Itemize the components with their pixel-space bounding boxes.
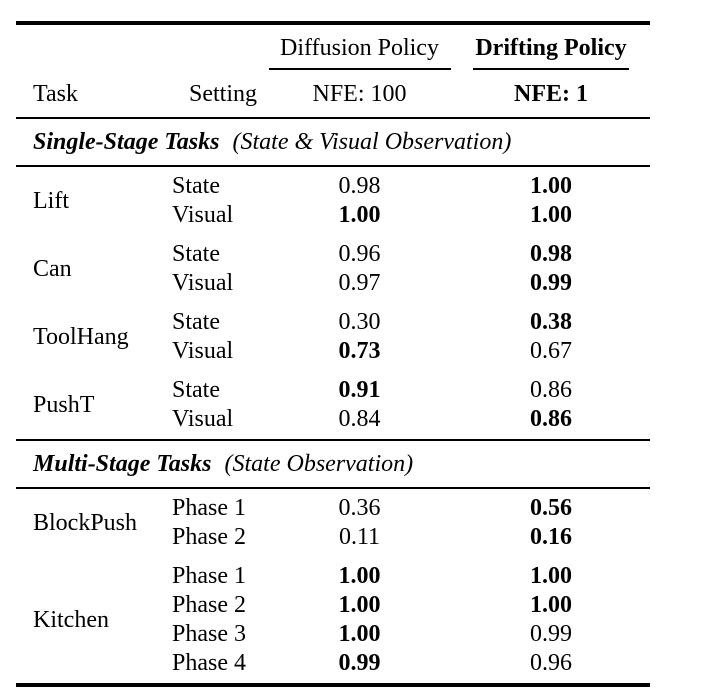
section-heading-multi-stage xyxy=(16,441,650,487)
drifting-value: 0.38 xyxy=(530,309,572,335)
diffusion-value: 0.36 xyxy=(338,495,381,521)
drifting-value: 1.00 xyxy=(530,173,572,199)
drifting-value: 0.99 xyxy=(530,621,572,647)
drifting-value: 0.99 xyxy=(530,270,572,296)
midrule-drifting xyxy=(473,68,629,70)
diffusion-value: 0.91 xyxy=(338,377,381,403)
method-header-diffusion xyxy=(267,25,452,71)
setting-cell: State xyxy=(172,241,220,267)
drifting-value: 0.56 xyxy=(530,495,572,521)
table-row xyxy=(172,405,650,434)
drifting-value: 0.86 xyxy=(530,406,572,432)
task-group-lift xyxy=(16,167,650,235)
drifting-value: 1.00 xyxy=(530,592,572,618)
header-spacer xyxy=(172,25,267,71)
diffusion-value: 0.84 xyxy=(338,406,381,432)
diffusion-value: 1.00 xyxy=(338,202,381,228)
setting-cell: Phase 1 xyxy=(172,563,246,589)
setting-cell: Phase 4 xyxy=(172,650,246,676)
drifting-value: 0.98 xyxy=(530,241,572,267)
setting-cell: Visual xyxy=(172,202,234,228)
midrule-diffusion xyxy=(269,68,451,70)
section-subtitle: (State Observation) xyxy=(224,451,414,477)
table-row xyxy=(172,201,650,230)
task-name: Kitchen xyxy=(33,606,109,633)
setting-cell: State xyxy=(172,309,220,335)
setting-cell: Visual xyxy=(172,338,234,364)
table-row xyxy=(172,649,650,678)
task-group-blockpush xyxy=(16,489,650,557)
task-name: BlockPush xyxy=(33,509,138,536)
table-row xyxy=(172,308,650,337)
diffusion-value: 0.30 xyxy=(338,309,381,335)
table-row xyxy=(172,494,650,523)
diffusion-value: 0.99 xyxy=(338,650,381,676)
task-group-can xyxy=(16,235,650,303)
table-row xyxy=(172,620,650,649)
table-header-columns xyxy=(16,71,650,117)
section-heading-single-stage xyxy=(16,119,650,165)
setting-cell: Phase 3 xyxy=(172,621,246,647)
table-row xyxy=(172,240,650,269)
drifting-value: 1.00 xyxy=(530,202,572,228)
drifting-value: 0.16 xyxy=(530,524,572,550)
table-row xyxy=(172,523,650,552)
setting-cell: State xyxy=(172,173,220,199)
setting-cell: Visual xyxy=(172,406,234,432)
task-name: PushT xyxy=(33,391,95,418)
task-name: ToolHang xyxy=(33,323,129,350)
setting-cell: Visual xyxy=(172,270,234,296)
setting-cell: Phase 2 xyxy=(172,524,246,550)
table-header-methods xyxy=(16,25,650,71)
diffusion-value: 0.97 xyxy=(338,270,381,296)
bottom-rule xyxy=(16,683,650,687)
task-group-pusht xyxy=(16,371,650,439)
task-group-kitchen xyxy=(16,557,650,683)
task-name: Lift xyxy=(33,187,69,214)
table-row xyxy=(172,337,650,366)
table-row xyxy=(172,376,650,405)
column-header-nfe-diffusion: NFE: 100 xyxy=(312,81,407,107)
table-row xyxy=(172,591,650,620)
diffusion-value: 0.96 xyxy=(338,241,381,267)
column-header-task: Task xyxy=(33,81,78,107)
setting-cell: Phase 2 xyxy=(172,592,246,618)
header-spacer xyxy=(16,25,172,71)
diffusion-value: 1.00 xyxy=(338,592,381,618)
diffusion-value: 0.11 xyxy=(338,524,381,550)
diffusion-value: 0.73 xyxy=(338,338,381,364)
drifting-value: 1.00 xyxy=(530,563,572,589)
task-group-toolhang xyxy=(16,303,650,371)
drifting-value: 0.86 xyxy=(530,377,572,403)
method-name-diffusion: Diffusion Policy xyxy=(280,35,439,61)
table-row xyxy=(172,269,650,298)
column-header-setting: Setting xyxy=(189,81,258,107)
task-name: Can xyxy=(33,255,72,282)
section-title: Single-Stage Tasks xyxy=(33,129,220,155)
setting-cell: State xyxy=(172,377,220,403)
table-row xyxy=(172,562,650,591)
table-row xyxy=(172,172,650,201)
method-header-drifting xyxy=(452,25,650,71)
results-table xyxy=(16,21,650,687)
section-title: Multi-Stage Tasks xyxy=(33,451,212,477)
section-subtitle: (State & Visual Observation) xyxy=(232,129,512,155)
drifting-value: 0.67 xyxy=(530,338,572,364)
method-name-drifting: Drifting Policy xyxy=(475,35,627,61)
column-header-nfe-drifting: NFE: 1 xyxy=(514,81,588,107)
diffusion-value: 1.00 xyxy=(338,621,381,647)
setting-cell: Phase 1 xyxy=(172,495,246,521)
diffusion-value: 1.00 xyxy=(338,563,381,589)
diffusion-value: 0.98 xyxy=(338,173,381,199)
drifting-value: 0.96 xyxy=(530,650,572,676)
